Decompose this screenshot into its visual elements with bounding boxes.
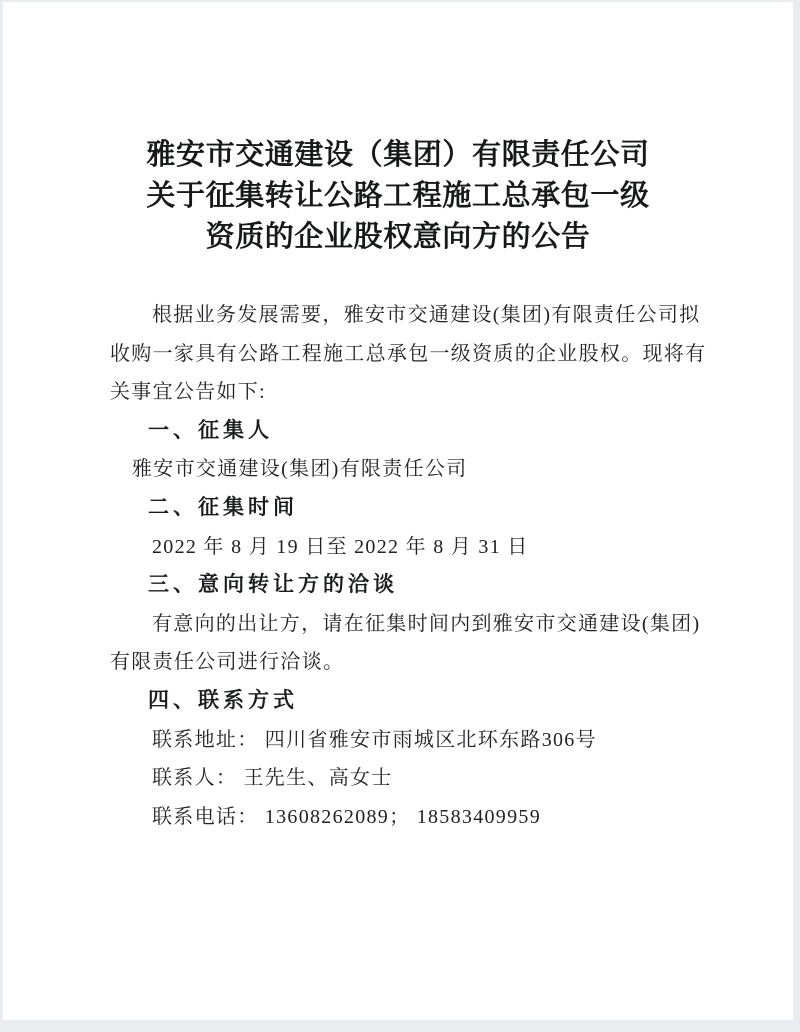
section-3-line-1: 有意向的出让方，请在征集时间内到雅安市交通建设(集团) xyxy=(152,612,701,635)
intro-line-3: 关事宜公告如下: xyxy=(110,381,266,404)
contact-phone-line: 联系电话： 13608262089； 18583409959 xyxy=(152,805,541,828)
section-1-line-1: 雅安市交通建设(集团)有限责任公司 xyxy=(132,458,468,481)
title-line-1: 雅安市交通建设（集团）有限责任公司 xyxy=(146,139,650,171)
intro-line-1: 根据业务发展需要，雅安市交通建设(集团)有限责任公司拟 xyxy=(152,304,701,326)
title-line-3: 资质的企业股权意向方的公告 xyxy=(205,221,591,253)
contact-address-line: 联系地址： 四川省雅安市雨城区北环东路306号 xyxy=(152,728,597,751)
section-2-line-1: 2022 年 8 月 19 日至 2022 年 8 月 31 日 xyxy=(152,535,529,558)
section-4-heading: 四、联系方式 xyxy=(148,688,298,712)
section-2-heading: 二、征集时间 xyxy=(148,495,298,519)
section-1-heading: 一、征集人 xyxy=(148,418,273,442)
section-3-line-2: 有限责任公司进行洽谈。 xyxy=(110,651,345,674)
title-line-2: 关于征集转让公路工程施工总承包一级 xyxy=(146,180,650,212)
document-body xyxy=(3,296,793,836)
document-title xyxy=(3,135,793,258)
intro-line-2: 收购一家具有公路工程施工总承包一级资质的企业股权。现将有 xyxy=(110,342,707,365)
section-3-heading: 三、意向转让方的洽谈 xyxy=(148,573,398,597)
contact-person-line: 联系人： 王先生、高女士 xyxy=(152,767,393,790)
document-page xyxy=(3,2,793,1020)
